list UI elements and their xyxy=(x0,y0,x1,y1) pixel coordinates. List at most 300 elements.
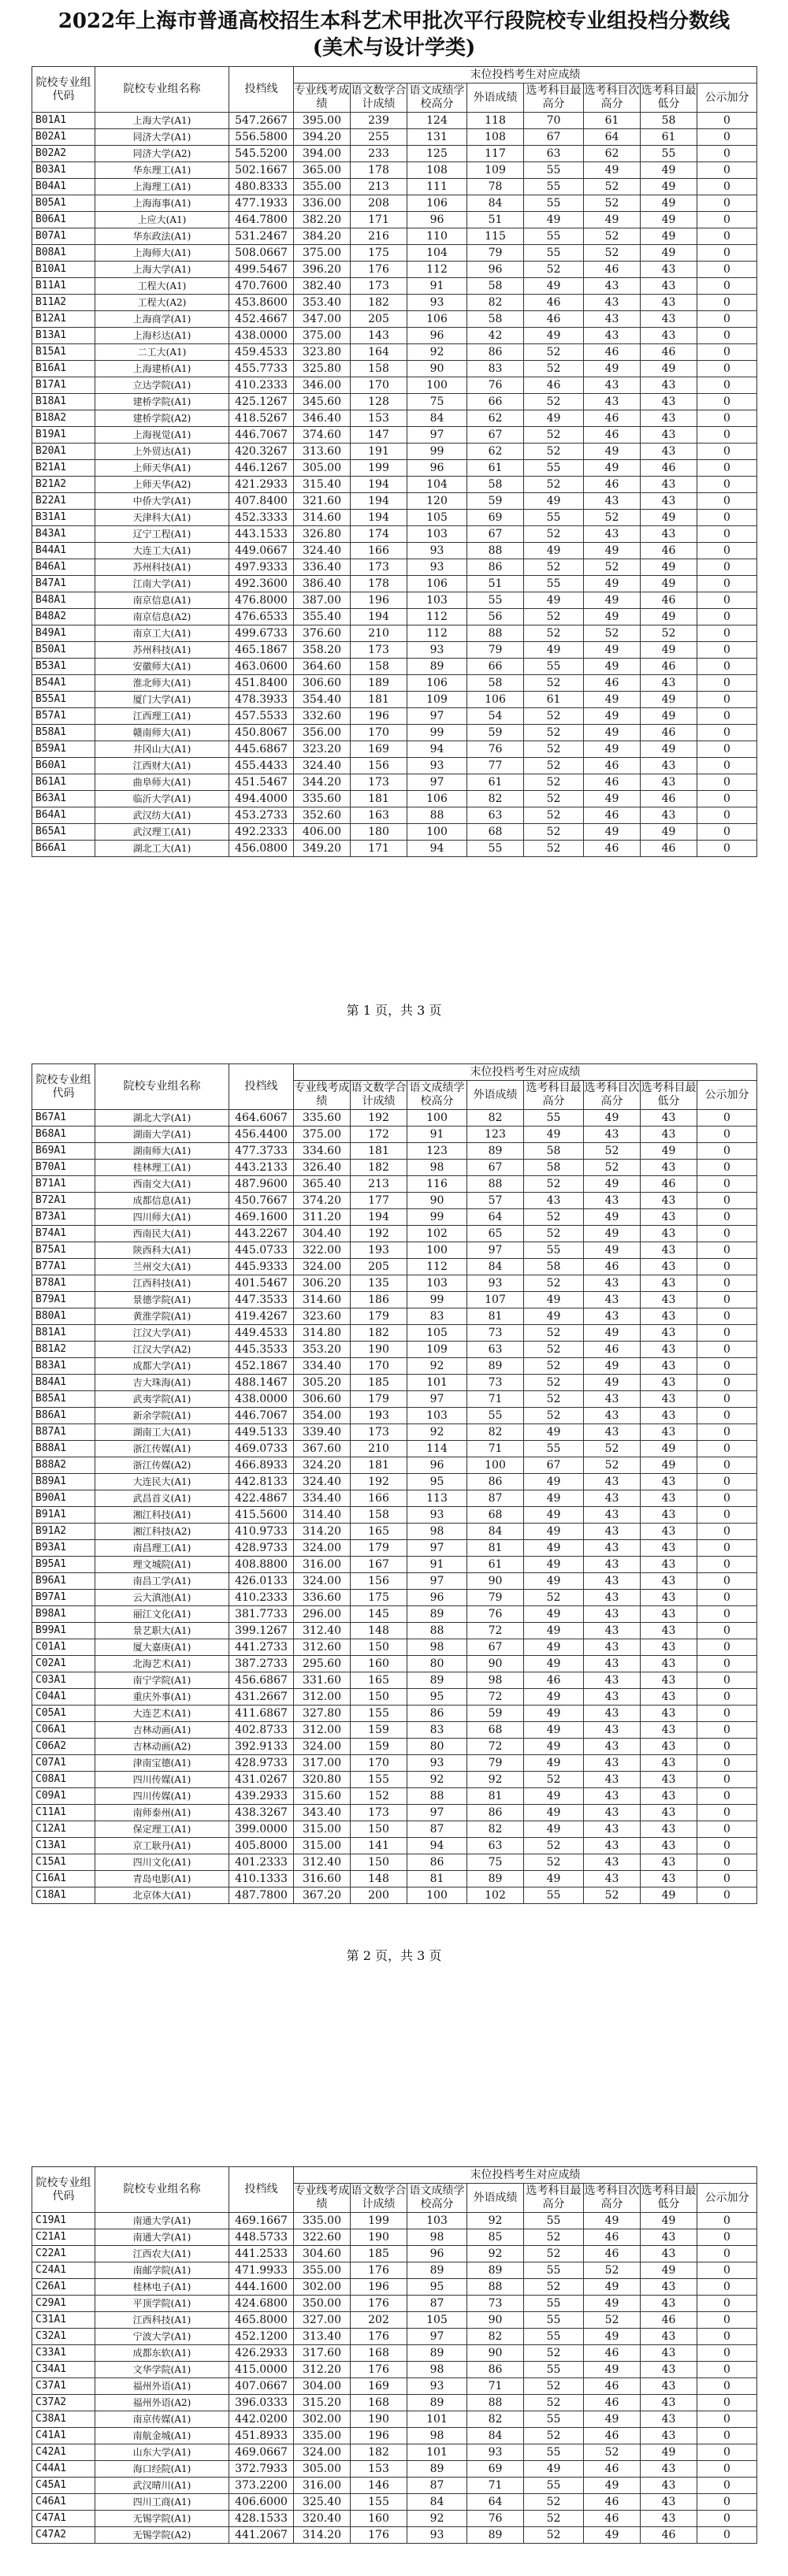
chn-math-sum: 153 xyxy=(351,410,407,427)
chn-score: 93 xyxy=(407,295,467,311)
page-2 xyxy=(32,1063,756,1904)
opt-max: 49 xyxy=(524,1308,584,1325)
eng-score: 61 xyxy=(467,1557,524,1573)
cutoff-score: 410.2333 xyxy=(229,1590,294,1606)
score-table-3 xyxy=(32,2166,757,2544)
bonus: 0 xyxy=(697,1209,757,1226)
chn-score: 109 xyxy=(407,1342,467,1358)
group-name: 青岛电影(A1) xyxy=(95,1871,229,1887)
prof-score: 375.00 xyxy=(294,245,351,262)
chn-score: 96 xyxy=(407,1457,467,1474)
group-name: 四川师大(A1) xyxy=(95,1209,229,1226)
group-code: B08A1 xyxy=(32,245,95,262)
prof-score: 365.00 xyxy=(294,162,351,179)
opt-mid: 43 xyxy=(584,1689,641,1706)
cutoff-score: 455.4433 xyxy=(229,758,294,774)
opt-mid: 43 xyxy=(584,1871,641,1887)
cutoff-score: 450.8067 xyxy=(229,725,294,741)
group-code: B48A1 xyxy=(32,592,95,609)
chn-math-sum: 196 xyxy=(351,592,407,609)
chn-math-sum: 179 xyxy=(351,1391,407,1408)
group-name: 南京信息(A1) xyxy=(95,592,229,609)
opt-min: 43 xyxy=(641,1110,697,1127)
opt-min: 43 xyxy=(641,1656,697,1672)
group-name: 福州外语(A1) xyxy=(95,2378,229,2395)
bonus: 0 xyxy=(697,410,757,427)
opt-mid: 49 xyxy=(584,659,641,675)
eng-score: 66 xyxy=(467,394,524,410)
bonus: 0 xyxy=(697,1176,757,1193)
prof-score: 324.00 xyxy=(294,1739,351,1755)
cutoff-score: 392.9133 xyxy=(229,1739,294,1755)
cutoff-score: 463.0600 xyxy=(229,659,294,675)
chn-math-sum: 169 xyxy=(351,2378,407,2395)
chn-score: 109 xyxy=(407,692,467,708)
chn-math-sum: 180 xyxy=(351,824,407,841)
eng-score: 51 xyxy=(467,576,524,592)
opt-min: 43 xyxy=(641,2395,697,2411)
eng-score: 93 xyxy=(467,2444,524,2461)
header-name: 院校专业组名称 xyxy=(95,1064,229,1110)
chn-math-sum: 185 xyxy=(351,1375,407,1391)
eng-score: 54 xyxy=(467,708,524,725)
opt-max: 49 xyxy=(524,328,584,344)
opt-mid: 46 xyxy=(584,758,641,774)
chn-math-sum: 182 xyxy=(351,2444,407,2461)
opt-min: 43 xyxy=(641,758,697,774)
eng-score: 89 xyxy=(467,2527,524,2544)
eng-score: 82 xyxy=(467,295,524,311)
opt-min: 43 xyxy=(641,1490,697,1507)
group-name: 上海建桥(A1) xyxy=(95,361,229,377)
chn-score: 99 xyxy=(407,1209,467,1226)
chn-score: 103 xyxy=(407,526,467,543)
header-chn: 语文成绩学校高分 xyxy=(407,1081,467,1110)
opt-max: 46 xyxy=(524,311,584,328)
opt-min: 49 xyxy=(641,2444,697,2461)
eng-score: 98 xyxy=(467,1672,524,1689)
bonus: 0 xyxy=(697,576,757,592)
bonus: 0 xyxy=(697,1259,757,1275)
cutoff-score: 502.1667 xyxy=(229,162,294,179)
chn-math-sum: 185 xyxy=(351,2246,407,2262)
opt-max: 46 xyxy=(524,295,584,311)
chn-score: 112 xyxy=(407,625,467,642)
opt-min: 58 xyxy=(641,113,697,129)
opt-mid: 46 xyxy=(584,2345,641,2362)
chn-math-sum: 170 xyxy=(351,725,407,741)
cutoff-score: 401.5467 xyxy=(229,1275,294,1292)
chn-math-sum: 173 xyxy=(351,642,407,659)
prof-score: 355.00 xyxy=(294,179,351,195)
table-row xyxy=(32,824,757,841)
opt-mid: 43 xyxy=(584,1706,641,1722)
bonus: 0 xyxy=(697,2229,757,2246)
cutoff-score: 428.9733 xyxy=(229,1540,294,1557)
opt-max: 49 xyxy=(524,642,584,659)
chn-score: 101 xyxy=(407,2411,467,2428)
eng-score: 64 xyxy=(467,2494,524,2511)
chn-math-sum: 141 xyxy=(351,1838,407,1854)
group-name: 华东政法(A1) xyxy=(95,228,229,245)
cutoff-score: 441.2067 xyxy=(229,2527,294,2544)
opt-mid: 43 xyxy=(584,493,641,510)
group-name: 赣南师大(A1) xyxy=(95,725,229,741)
group-name: 无锡学院(A1) xyxy=(95,2511,229,2527)
opt-max: 52 xyxy=(524,1590,584,1606)
prof-score: 350.00 xyxy=(294,2296,351,2312)
chn-score: 80 xyxy=(407,1739,467,1755)
opt-max: 52 xyxy=(524,559,584,576)
bonus: 0 xyxy=(697,2444,757,2461)
chn-score: 99 xyxy=(407,444,467,460)
chn-math-sum: 165 xyxy=(351,1672,407,1689)
prof-score: 320.40 xyxy=(294,2511,351,2527)
bonus: 0 xyxy=(697,1755,757,1772)
table-row xyxy=(32,1772,757,1788)
chn-math-sum: 190 xyxy=(351,2411,407,2428)
prof-score: 367.20 xyxy=(294,1887,351,1904)
bonus: 0 xyxy=(697,195,757,212)
group-code: C46A1 xyxy=(32,2494,95,2511)
chn-math-sum: 150 xyxy=(351,1854,407,1871)
prof-score: 306.60 xyxy=(294,1391,351,1408)
chn-score: 93 xyxy=(407,1755,467,1772)
table-row xyxy=(32,1342,757,1358)
group-name: 南昌理工(A1) xyxy=(95,1540,229,1557)
group-code: B73A1 xyxy=(32,1209,95,1226)
chn-score: 93 xyxy=(407,543,467,559)
bonus: 0 xyxy=(697,1772,757,1788)
prof-score: 334.40 xyxy=(294,1358,351,1375)
header-sum: 语文数学合计成绩 xyxy=(351,84,407,113)
group-name: 成都东软(A1) xyxy=(95,2345,229,2362)
bonus: 0 xyxy=(697,1887,757,1904)
chn-math-sum: 135 xyxy=(351,1275,407,1292)
header-opt-mid: 选考科目次高分 xyxy=(584,84,641,113)
opt-max: 52 xyxy=(524,1275,584,1292)
group-name: 理文城院(A1) xyxy=(95,1557,229,1573)
chn-math-sum: 210 xyxy=(351,625,407,642)
cutoff-score: 469.0733 xyxy=(229,1441,294,1457)
table-row xyxy=(32,460,757,477)
group-code: B84A1 xyxy=(32,1375,95,1391)
prof-score: 326.40 xyxy=(294,1160,351,1176)
group-code: C11A1 xyxy=(32,1805,95,1821)
chn-math-sum: 181 xyxy=(351,692,407,708)
prof-score: 315.20 xyxy=(294,2395,351,2411)
eng-score: 86 xyxy=(467,2362,524,2378)
group-name: 桂林电子(A1) xyxy=(95,2279,229,2296)
chn-score: 84 xyxy=(407,410,467,427)
table-row xyxy=(32,1706,757,1722)
prof-score: 387.00 xyxy=(294,592,351,609)
chn-score: 97 xyxy=(407,2329,467,2345)
opt-min: 49 xyxy=(641,212,697,228)
opt-max: 52 xyxy=(524,1325,584,1342)
opt-mid: 43 xyxy=(584,1540,641,1557)
opt-mid: 46 xyxy=(584,2246,641,2262)
eng-score: 90 xyxy=(467,1656,524,1672)
eng-score: 42 xyxy=(467,328,524,344)
opt-mid: 52 xyxy=(584,510,641,526)
bonus: 0 xyxy=(697,1689,757,1706)
prof-score: 302.00 xyxy=(294,2411,351,2428)
chn-math-sum: 175 xyxy=(351,245,407,262)
bonus: 0 xyxy=(697,245,757,262)
table-row xyxy=(32,1176,757,1193)
eng-score: 84 xyxy=(467,2428,524,2444)
opt-mid: 49 xyxy=(584,543,641,559)
header-chn: 语文成绩学校高分 xyxy=(407,84,467,113)
chn-math-sum: 143 xyxy=(351,328,407,344)
opt-mid: 49 xyxy=(584,824,641,841)
table-row xyxy=(32,642,757,659)
group-name: 北海艺术(A1) xyxy=(95,1656,229,1672)
chn-score: 96 xyxy=(407,212,467,228)
group-code: C06A2 xyxy=(32,1739,95,1755)
chn-math-sum: 182 xyxy=(351,1325,407,1342)
bonus: 0 xyxy=(697,1193,757,1209)
cutoff-score: 445.6867 xyxy=(229,741,294,758)
prof-score: 317.60 xyxy=(294,2345,351,2362)
opt-mid: 52 xyxy=(584,195,641,212)
prof-score: 356.00 xyxy=(294,725,351,741)
eng-score: 67 xyxy=(467,1639,524,1656)
opt-min: 49 xyxy=(641,361,697,377)
group-name: 南京传媒(A1) xyxy=(95,2411,229,2428)
opt-mid: 49 xyxy=(584,361,641,377)
header-group: 末位投档考生对应成绩 xyxy=(294,2167,757,2184)
prof-score: 349.20 xyxy=(294,841,351,857)
bonus: 0 xyxy=(697,311,757,328)
group-name: 上海大学(A1) xyxy=(95,262,229,278)
bonus: 0 xyxy=(697,741,757,758)
opt-max: 52 xyxy=(524,2428,584,2444)
opt-max: 49 xyxy=(524,493,584,510)
prof-score: 324.20 xyxy=(294,1457,351,1474)
bonus: 0 xyxy=(697,162,757,179)
group-name: 宁波大学(A1) xyxy=(95,2329,229,2345)
group-name: 湘江科技(A2) xyxy=(95,1524,229,1540)
opt-max: 52 xyxy=(524,675,584,692)
chn-math-sum: 196 xyxy=(351,2279,407,2296)
prof-score: 315.60 xyxy=(294,1788,351,1805)
group-name: 上应大(A1) xyxy=(95,212,229,228)
eng-score: 82 xyxy=(467,1110,524,1127)
prof-score: 305.00 xyxy=(294,2461,351,2478)
opt-mid: 43 xyxy=(584,1490,641,1507)
chn-math-sum: 152 xyxy=(351,1788,407,1805)
group-code: B11A2 xyxy=(32,295,95,311)
chn-score: 98 xyxy=(407,2428,467,2444)
opt-max: 55 xyxy=(524,1110,584,1127)
opt-min: 46 xyxy=(641,344,697,361)
cutoff-score: 438.0000 xyxy=(229,328,294,344)
group-name: 重庆外事(A1) xyxy=(95,1689,229,1706)
opt-min: 43 xyxy=(641,675,697,692)
opt-min: 43 xyxy=(641,1474,697,1490)
opt-mid: 46 xyxy=(584,774,641,791)
chn-score: 94 xyxy=(407,841,467,857)
opt-mid: 49 xyxy=(584,162,641,179)
table-row xyxy=(32,2395,757,2411)
group-name: 南宁学院(A1) xyxy=(95,1672,229,1689)
eng-score: 51 xyxy=(467,212,524,228)
header-opt-mid: 选考科目次高分 xyxy=(584,1081,641,1110)
opt-max: 52 xyxy=(524,2511,584,2527)
eng-score: 96 xyxy=(467,262,524,278)
table-row xyxy=(32,1805,757,1821)
chn-score: 93 xyxy=(407,2527,467,2544)
chn-math-sum: 168 xyxy=(351,2395,407,2411)
eng-score: 89 xyxy=(467,1358,524,1375)
chn-math-sum: 177 xyxy=(351,1193,407,1209)
bonus: 0 xyxy=(697,2395,757,2411)
chn-score: 91 xyxy=(407,1127,467,1143)
bonus: 0 xyxy=(697,1457,757,1474)
opt-min: 43 xyxy=(641,2345,697,2362)
opt-max: 49 xyxy=(524,1490,584,1507)
chn-score: 95 xyxy=(407,1689,467,1706)
opt-max: 52 xyxy=(524,2378,584,2395)
table-row xyxy=(32,245,757,262)
bonus: 0 xyxy=(697,559,757,576)
header-eng: 外语成绩 xyxy=(467,84,524,113)
group-name: 景艺职大(A1) xyxy=(95,1623,229,1639)
opt-max: 49 xyxy=(524,1524,584,1540)
group-code: B79A1 xyxy=(32,1292,95,1308)
opt-min: 49 xyxy=(641,195,697,212)
opt-max: 49 xyxy=(524,278,584,295)
prof-score: 346.40 xyxy=(294,410,351,427)
opt-max: 49 xyxy=(524,1639,584,1656)
opt-max: 52 xyxy=(524,1854,584,1871)
group-name: 苏州科技(A1) xyxy=(95,559,229,576)
group-name: 江西农大(A1) xyxy=(95,2246,229,2262)
cutoff-score: 459.4533 xyxy=(229,344,294,361)
opt-max: 55 xyxy=(524,195,584,212)
bonus: 0 xyxy=(697,510,757,526)
opt-mid: 43 xyxy=(584,394,641,410)
chn-math-sum: 175 xyxy=(351,1590,407,1606)
prof-score: 325.80 xyxy=(294,361,351,377)
cutoff-score: 410.9733 xyxy=(229,1524,294,1540)
opt-max: 58 xyxy=(524,1160,584,1176)
cutoff-score: 487.7800 xyxy=(229,1887,294,1904)
group-code: B74A1 xyxy=(32,1226,95,1242)
table-row xyxy=(32,1242,757,1259)
chn-math-sum: 186 xyxy=(351,1292,407,1308)
opt-mid: 64 xyxy=(584,129,641,146)
chn-math-sum: 194 xyxy=(351,493,407,510)
group-name: 吉林动画(A1) xyxy=(95,1722,229,1739)
opt-mid: 49 xyxy=(584,1242,641,1259)
opt-min: 43 xyxy=(641,311,697,328)
chn-score: 91 xyxy=(407,278,467,295)
opt-min: 43 xyxy=(641,1772,697,1788)
opt-mid: 43 xyxy=(584,1557,641,1573)
opt-max: 52 xyxy=(524,1375,584,1391)
prof-score: 314.20 xyxy=(294,1524,351,1540)
opt-mid: 46 xyxy=(584,2378,641,2395)
opt-mid: 52 xyxy=(584,2262,641,2279)
opt-min: 43 xyxy=(641,1639,697,1656)
group-name: 桂林理工(A1) xyxy=(95,1160,229,1176)
group-code: B04A1 xyxy=(32,179,95,195)
opt-min: 43 xyxy=(641,1573,697,1590)
group-name: 上海师大(A1) xyxy=(95,245,229,262)
opt-mid: 46 xyxy=(584,2494,641,2511)
opt-min: 43 xyxy=(641,1788,697,1805)
chn-math-sum: 159 xyxy=(351,1722,407,1739)
table-row xyxy=(32,1490,757,1507)
chn-math-sum: 216 xyxy=(351,228,407,245)
table-row xyxy=(32,1375,757,1391)
opt-min: 43 xyxy=(641,2279,697,2296)
chn-math-sum: 173 xyxy=(351,559,407,576)
group-code: C38A1 xyxy=(32,2411,95,2428)
opt-mid: 43 xyxy=(584,1821,641,1838)
chn-math-sum: 199 xyxy=(351,2213,407,2229)
group-code: B98A1 xyxy=(32,1606,95,1623)
bonus: 0 xyxy=(697,1292,757,1308)
opt-max: 49 xyxy=(524,592,584,609)
cutoff-score: 438.0000 xyxy=(229,1391,294,1408)
group-name: 吉大珠海(A1) xyxy=(95,1375,229,1391)
eng-score: 82 xyxy=(467,791,524,807)
prof-score: 394.20 xyxy=(294,129,351,146)
prof-score: 344.20 xyxy=(294,774,351,791)
opt-mid: 49 xyxy=(584,444,641,460)
prof-score: 316.00 xyxy=(294,2478,351,2494)
eng-score: 58 xyxy=(467,675,524,692)
cutoff-score: 446.1267 xyxy=(229,460,294,477)
opt-mid: 43 xyxy=(584,1573,641,1590)
prof-score: 336.60 xyxy=(294,1590,351,1606)
cutoff-score: 453.2733 xyxy=(229,807,294,824)
opt-max: 52 xyxy=(524,2345,584,2362)
opt-max: 46 xyxy=(524,377,584,394)
table-row xyxy=(32,1887,757,1904)
group-name: 津南宝德(A1) xyxy=(95,1755,229,1772)
opt-mid: 49 xyxy=(584,592,641,609)
group-code: C37A1 xyxy=(32,2378,95,2395)
group-code: B70A1 xyxy=(32,1160,95,1176)
bonus: 0 xyxy=(697,725,757,741)
eng-score: 115 xyxy=(467,228,524,245)
document-subtitle: (美术与设计学类) xyxy=(312,36,476,60)
opt-max: 52 xyxy=(524,1176,584,1193)
eng-score: 55 xyxy=(467,592,524,609)
chn-math-sum: 190 xyxy=(351,1342,407,1358)
opt-min: 49 xyxy=(641,576,697,592)
opt-mid: 52 xyxy=(584,2312,641,2329)
prof-score: 314.80 xyxy=(294,1325,351,1342)
opt-min: 43 xyxy=(641,1358,697,1375)
eng-score: 68 xyxy=(467,824,524,841)
opt-max: 49 xyxy=(524,1871,584,1887)
bonus: 0 xyxy=(697,1821,757,1838)
chn-math-sum: 158 xyxy=(351,1507,407,1524)
group-code: B02A1 xyxy=(32,129,95,146)
chn-score: 103 xyxy=(407,2213,467,2229)
header-name: 院校专业组名称 xyxy=(95,2167,229,2213)
opt-mid: 43 xyxy=(584,1805,641,1821)
bonus: 0 xyxy=(697,625,757,642)
bonus: 0 xyxy=(697,427,757,444)
opt-min: 43 xyxy=(641,1606,697,1623)
